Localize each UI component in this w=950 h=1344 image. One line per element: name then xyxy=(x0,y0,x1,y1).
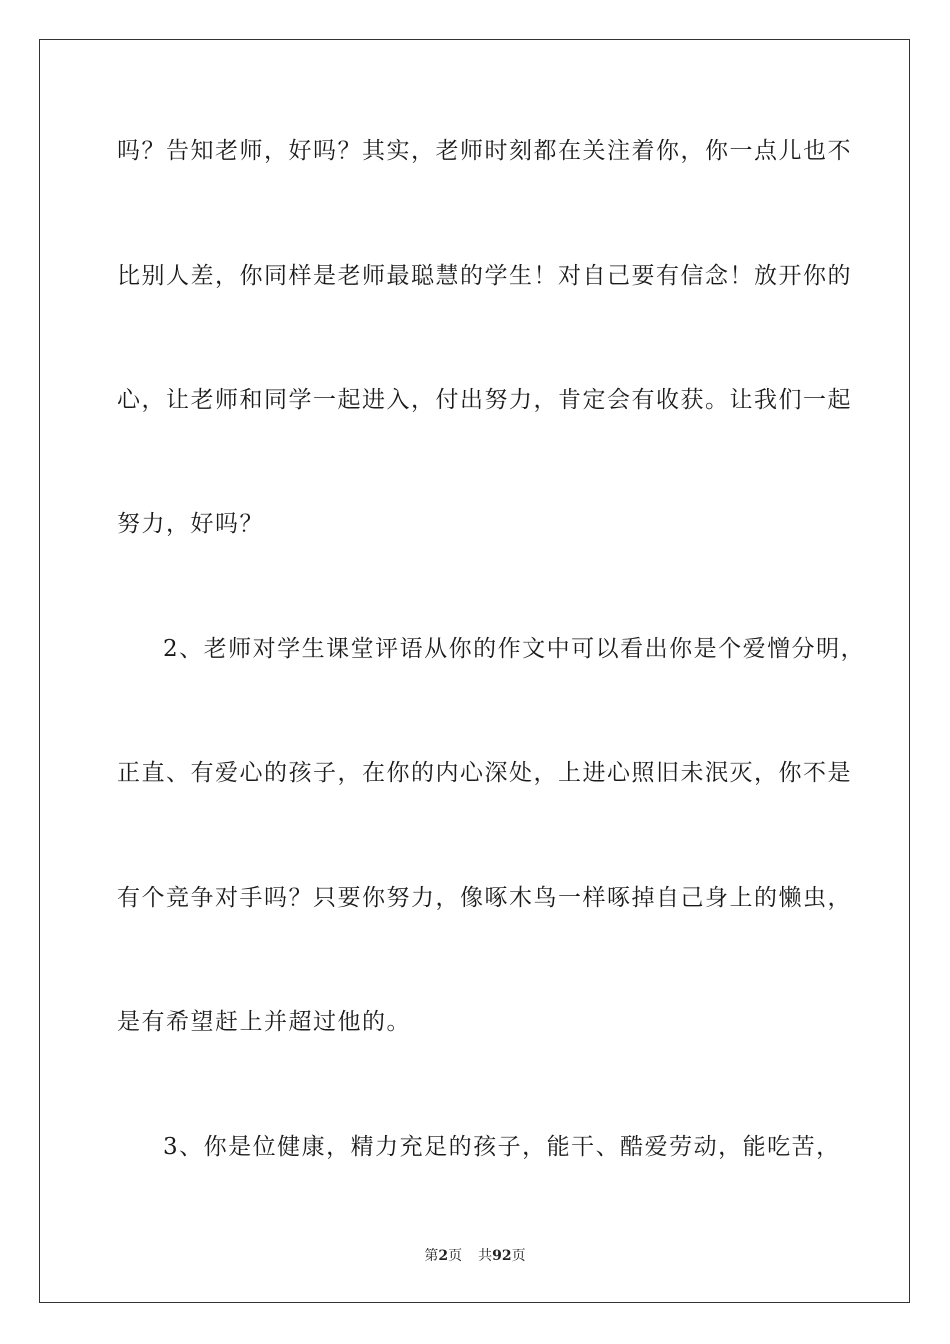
paragraph-start-line: 2、老师对学生课堂评语从你的作文中可以看出你是个爱憎分明， xyxy=(163,636,866,662)
page-suffix: 页 xyxy=(448,1248,463,1264)
total-pages: 92 xyxy=(492,1248,512,1264)
page-number: 2 xyxy=(438,1248,449,1264)
body-line: 吗？告知老师，好吗？其实，老师时刻都在关注着你，你一点儿也不 xyxy=(117,138,852,164)
body-line: 是有希望赶上并超过他的。 xyxy=(117,1009,411,1035)
total-prefix: 共 xyxy=(478,1248,493,1264)
page-frame xyxy=(39,39,910,1303)
page-prefix: 第 xyxy=(424,1248,439,1264)
body-line: 努力，好吗？ xyxy=(117,511,264,537)
body-line: 心，让老师和同学一起进入，付出努力，肯定会有收获。让我们一起 xyxy=(117,387,852,413)
body-line: 有个竞争对手吗？只要你努力，像啄木鸟一样啄掉自己身上的懒虫， xyxy=(117,885,852,911)
body-line: 正直、有爱心的孩子，在你的内心深处，上进心照旧未泯灭，你不是 xyxy=(117,760,852,786)
paragraph-start-line: 3、你是位健康，精力充足的孩子，能干、酷爱劳动，能吃苦， xyxy=(163,1134,841,1160)
page-footer xyxy=(0,1246,950,1266)
total-suffix: 页 xyxy=(511,1248,526,1264)
body-line: 比别人差，你同样是老师最聪慧的学生！对自己要有信念！放开你的 xyxy=(117,263,852,289)
